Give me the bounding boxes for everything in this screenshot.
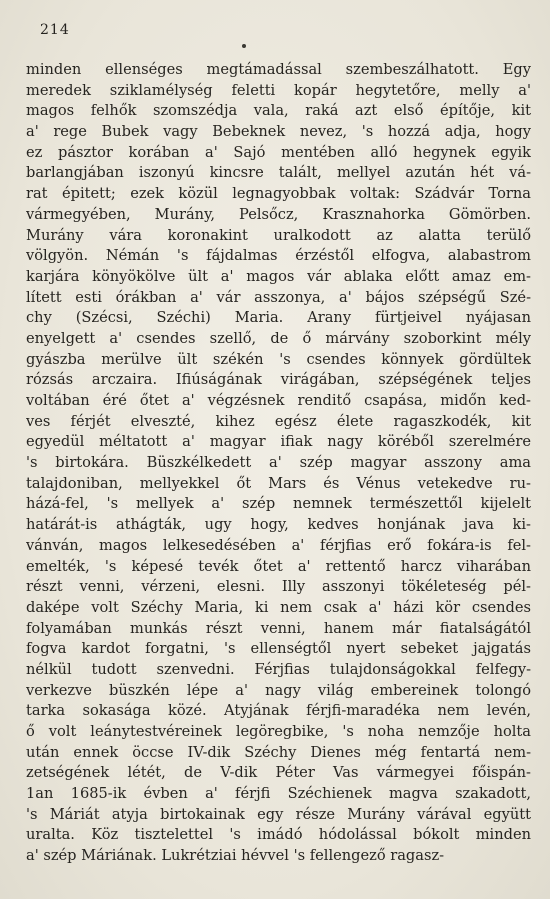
- text-line: emelték, 's képesé tevék őtet a' rettentő harcz viharában: [26, 557, 531, 575]
- text-line: fogva kardot forgatni, 's ellenségtől nyert sebeket jajgatás: [26, 640, 531, 658]
- text-line: után ennek öccse IV-dik Széchy Dienes még fentartá nem-: [26, 743, 531, 761]
- text-line: tarka sokasága közé. Atyjának férjfi-maradéka nem levén,: [26, 702, 531, 720]
- text-line: zetségének létét, de V-dik Péter Vas vármegyei főispán-: [26, 764, 531, 782]
- text-line: daképe volt Széchy Maria, ki nem csak a' házi kör csendes: [26, 598, 531, 616]
- text-line: uralta. Köz tisztelettel 's imádó hódolással bókolt minden: [26, 826, 531, 844]
- text-line: talajdoniban, mellyekkel őt Mars és Vénus vetekedve ru-: [26, 474, 531, 492]
- text-line: meredek sziklamélység feletti kopár hegytetőre, melly a': [26, 81, 531, 99]
- text-line: enyelgett a' csendes szellő, de ő márvány szoborkint mély: [26, 329, 531, 347]
- text-line: ő volt leánytestvéreinek legöregbike, 's noha nemzője holta: [26, 723, 531, 740]
- text-line: barlangjában iszonyú kincsre talált, mellyel azután hét vá-: [26, 164, 531, 182]
- text-line: nélkül tudott szenvedni. Férjfias tulajdonságokkal felfegy-: [26, 660, 531, 678]
- text-line: rózsás arczaira. Ifiúságának virágában, szépségének teljes: [26, 371, 531, 389]
- text-line: karjára könyökölve ült a' magos vár ablaka előtt amaz em-: [26, 267, 531, 285]
- text-line: a' szép Máriának. Lukrétziai hévvel 's fellengező ragasz-: [26, 847, 445, 865]
- text-line: 's birtokára. Büszkélkedett a' szép magyar asszony ama: [26, 454, 531, 472]
- text-line: ves férjét elveszté, kihez egész élete ragaszkodék, kit: [26, 412, 531, 430]
- page-number: 214: [40, 22, 70, 38]
- text-line: 1an 1685-ik évben a' férjfi Széchienek magva szakadott,: [26, 785, 531, 803]
- text-line: völgyön. Némán 's fájdalmas érzéstől elfogva, alabastrom: [26, 247, 531, 265]
- text-line: magos felhők szomszédja vala, raká azt első építője, kit: [26, 102, 531, 120]
- text-line: egyedül méltatott a' magyar ifiak nagy köréből szerelmére: [26, 433, 531, 451]
- body-text: [26, 60, 531, 867]
- text-line: Murány vára koronakint uralkodott az alatta terülő: [26, 226, 531, 244]
- text-line: ez pásztor korában a' Sajó mentében alló hegynek egyik: [26, 143, 531, 161]
- text-line: részt venni, vérzeni, elesni. Illy asszonyi tökéleteség pél-: [26, 578, 531, 596]
- text-line: házá-fel, 's mellyek a' szép nemnek természettől kijelelt: [26, 495, 531, 513]
- text-line: lített esti órákban a' vár asszonya, a' bájos szépségű Szé-: [26, 288, 531, 306]
- text-line: 's Máriát atyja birtokainak egy része Murány várával együtt: [26, 805, 531, 823]
- text-line: verkezve büszkén lépe a' nagy világ embereinek tolongó: [26, 681, 531, 699]
- text-line: vármegyében, Murány, Pelsőcz, Krasznahorka Gömörben.: [26, 205, 531, 223]
- text-line: vánván, magos lelkesedésében a' férjfias erő fokára-is fel-: [26, 536, 531, 554]
- text-line: voltában éré őtet a' végzésnek renditő csapása, midőn ked-: [26, 392, 531, 409]
- text-line: gyászba merülve ült székén 's csendes könnyek gördültek: [26, 350, 531, 368]
- text-line: chy (Szécsi, Széchi) Maria. Arany fürtjeivel nyájasan: [26, 309, 531, 327]
- ink-speck: [242, 44, 246, 48]
- text-line: folyamában munkás részt venni, hanem már fiatalságától: [26, 619, 531, 637]
- text-line: rat épitett; ezek közül legnagyobbak voltak: Szádvár Torna: [26, 185, 531, 203]
- text-line: határát-is athágták, ugy hogy, kedves honjának java ki-: [26, 516, 531, 534]
- text-line: a' rege Bubek vagy Bebeknek nevez, 's hozzá adja, hogy: [26, 123, 531, 141]
- text-line: minden ellenséges megtámadással szembeszálhatott. Egy: [26, 61, 531, 78]
